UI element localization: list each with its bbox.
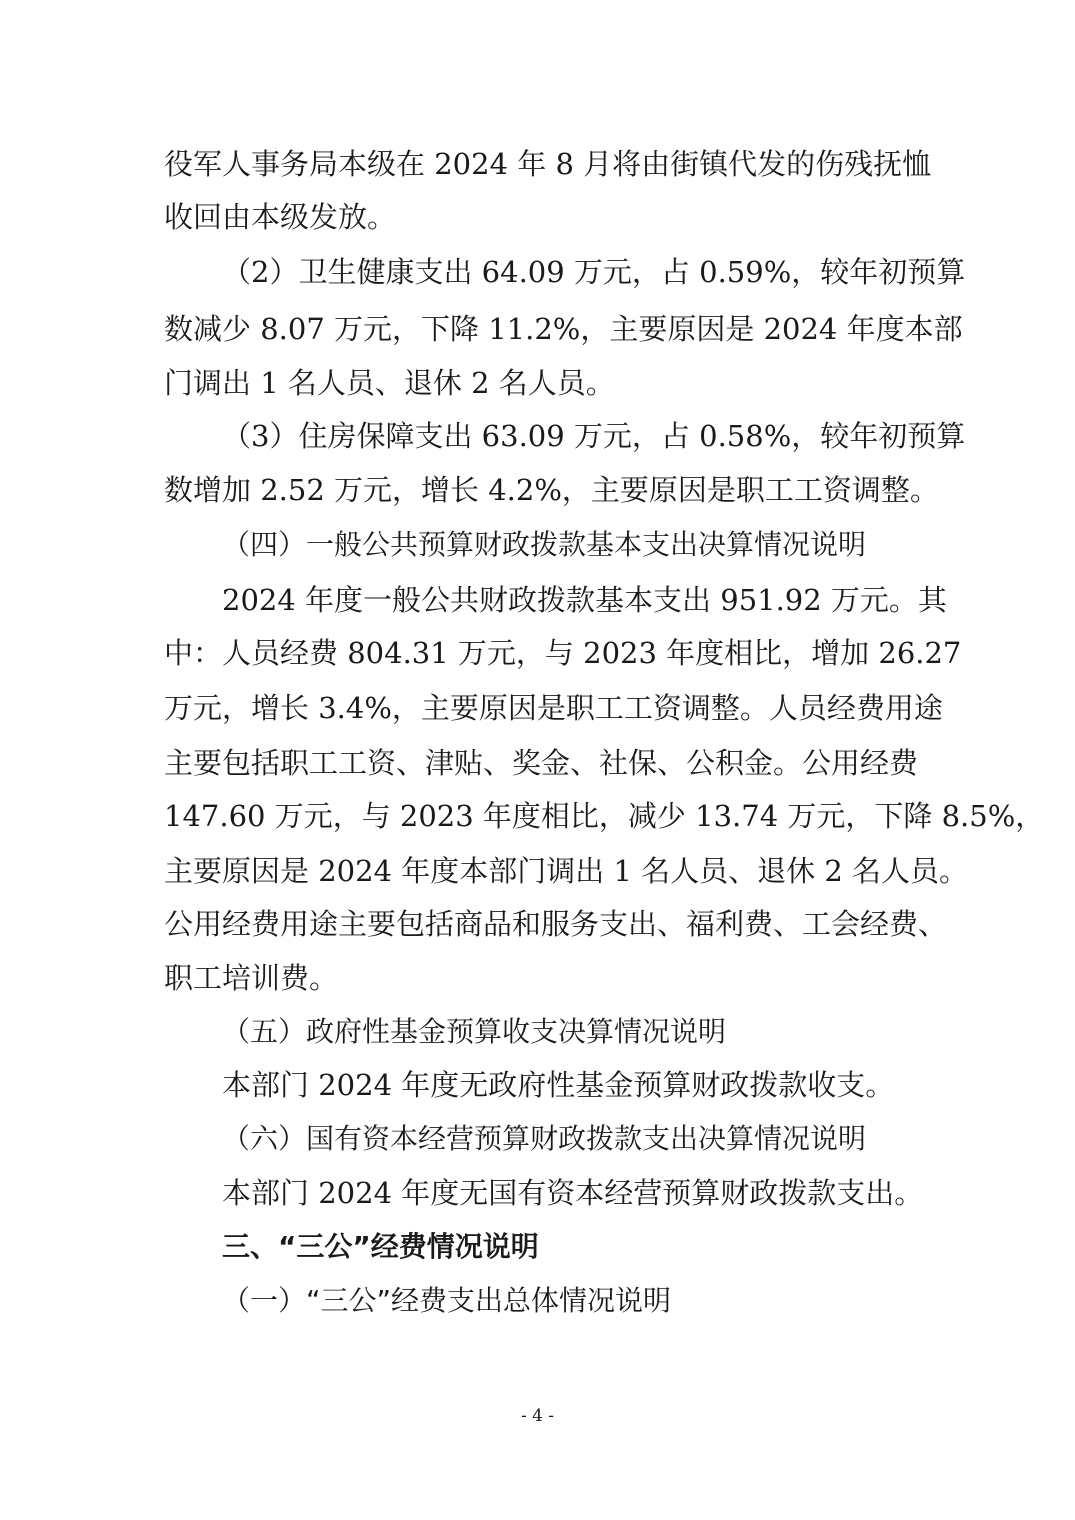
text-line: （2）卫生健康支出 64.09 万元，占 0.59%，较年初预算: [222, 255, 966, 289]
text-line: 数减少 8.07 万元，下降 11.2%，主要原因是 2024 年度本部: [164, 312, 963, 346]
text-line: 主要原因是 2024 年度本部门调出 1 名人员、退休 2 名人员。: [164, 854, 969, 888]
text-line: 本部门 2024 年度无政府性基金预算财政拨款收支。: [222, 1068, 895, 1102]
text-line: 职工培训费。: [164, 961, 339, 995]
chapter-heading: 三、“三公”经费情况说明: [222, 1230, 539, 1263]
section-heading: （五）政府性基金预算收支决算情况说明: [222, 1015, 727, 1048]
text-line: 万元，增长 3.4%，主要原因是职工工资调整。人员经费用途: [164, 691, 943, 725]
section-heading: （四）一般公共预算财政拨款基本支出决算情况说明: [222, 528, 867, 561]
text-line: 公用经费用途主要包括商品和服务支出、福利费、工会经费、: [164, 907, 948, 941]
section-heading: （六）国有资本经营预算财政拨款支出决算情况说明: [222, 1122, 867, 1155]
page-number: - 4 -: [520, 1406, 555, 1426]
text-line: 役军人事务局本级在 2024 年 8 月将由街镇代发的伤残抚恤: [164, 147, 932, 181]
text-line: 本部门 2024 年度无国有资本经营预算财政拨款支出。: [222, 1176, 924, 1210]
text-line: 数增加 2.52 万元，增长 4.2%，主要原因是职工工资调整。: [164, 473, 939, 507]
text-line: 中：人员经费 804.31 万元，与 2023 年度相比，增加 26.27: [164, 636, 962, 670]
section-heading: （一）“三公”经费支出总体情况说明: [222, 1284, 672, 1317]
text-line: 147.60 万元，与 2023 年度相比，减少 13.74 万元，下降 8.5%，: [164, 799, 1045, 833]
text-line: 主要包括职工工资、津贴、奖金、社保、公积金。公用经费: [164, 746, 919, 780]
text-line: 收回由本级发放。: [164, 200, 397, 234]
text-line: （3）住房保障支出 63.09 万元，占 0.58%，较年初预算: [222, 419, 966, 453]
text-line: 2024 年度一般公共财政拨款基本支出 951.92 万元。其: [222, 583, 947, 617]
text-line: 门调出 1 名人员、退休 2 名人员。: [164, 366, 615, 400]
